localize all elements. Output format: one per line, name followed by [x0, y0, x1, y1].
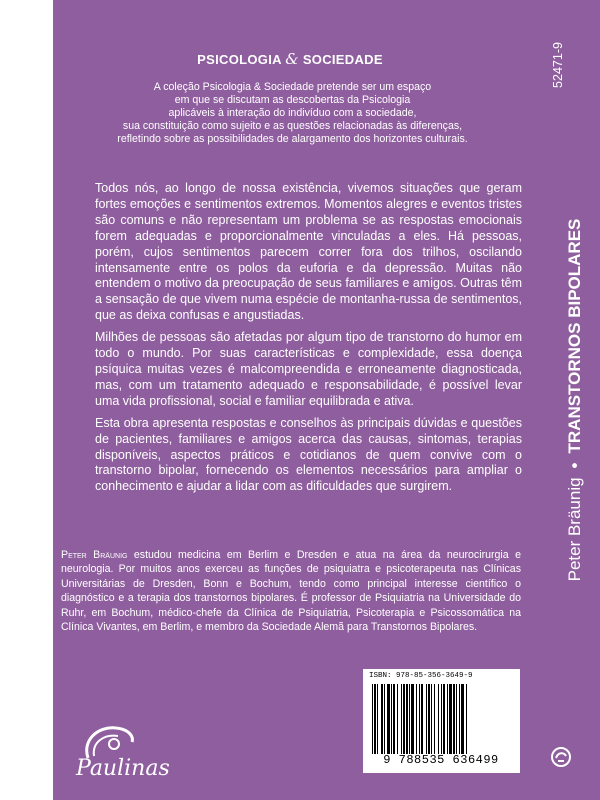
barcode-bar	[409, 684, 410, 754]
synopsis-paragraph: Todos nós, ao longo de nossa existência, vivemos situações que geram fortes emoções e sentimentos extremos. Momentos alegres e eventos tristes são comuns e não representam um problema se as respostas emocionais forem adequadas e proporcionalmente vinculadas a eles. Há pessoas, porém, cujos sentimentos parecem correr fora dos trilhos, oscilando intensamente entre os polos da euforia e da depressão. Muitas não entendem o motivo da preocupação de seus familiares e amigos. Outras têm a sensação de que vivem numa espécie de montanha-russa de sentimentos, que as deixa confusas e angustiadas.	[95, 181, 522, 323]
barcode-bar	[426, 684, 427, 754]
barcode-bar	[428, 684, 430, 754]
publisher-logo	[68, 720, 170, 790]
barcode-bar	[374, 684, 376, 754]
barcode-bar	[419, 684, 420, 754]
barcode-bar	[406, 684, 408, 754]
barcode-bar	[434, 684, 435, 754]
series-ampersand: &	[285, 50, 299, 68]
barcode-bar	[466, 684, 467, 754]
series-description-line: em que se discutam as descobertas da Psicologia	[174, 94, 411, 107]
barcode-bar	[391, 684, 392, 754]
barcode-bar	[453, 684, 455, 754]
barcode-bar	[456, 684, 457, 754]
series-title	[175, 50, 405, 68]
barcode-bar	[411, 684, 414, 754]
barcode-bar	[441, 684, 442, 754]
barcode-bar	[372, 684, 373, 754]
spine-separator: •	[565, 462, 584, 469]
barcode-bar	[416, 684, 417, 754]
series-title-part1: PSICOLOGIA	[197, 52, 282, 67]
barcode-bar	[447, 684, 448, 754]
barcode-bar	[384, 684, 385, 754]
barcode-number: 9 788535 636499	[383, 753, 499, 767]
series-description-line: aplicáveis à interação do indivíduo com a sociedade,	[168, 107, 417, 120]
publisher-name: Paulinas	[76, 756, 170, 781]
barcode-bar	[461, 684, 464, 754]
series-description-line: refletindo sobre as possibilidades de alargamento dos horizontes culturais.	[117, 133, 468, 146]
barcode-bar	[459, 684, 460, 754]
spine-book-title: TRANSTORNOS BIPOLARES	[565, 218, 584, 454]
synopsis-paragraph: Esta obra apresenta respostas e conselhos às principais dúvidas e questões de pacientes, familiares e amigos acerca das causas, sintomas, terapias disponíveis, aspectos práticos e cotidianos de quem convive com o transtorno bipolar, fornecendo os elementos necessários para ampliar o conhecimento e ajudar a lidar com as dificuldades que surgirem.	[95, 415, 522, 494]
author-bio-text: estudou medicina em Berlim e Dresden e atua na área da neurocirurgia e neurologia. Por muitos anos exerceu as funções de psiquiatra e psicoterapeuta nas Clínicas Universitárias de Dresden, Bonn e Bochum, tendo como principal interesse científico o diagnóstico e a terapia dos transtornos bipolares. É professor de Psiquiatria na Universidade do Ruhr, em Bochum, médico-chefe da Clínica de Psiquiatria, Psicoterapia e Psicossomática na Clínica Vivantes, em Berlim, e membro da Sociedade Alemã para Transtornos Bipolares.	[61, 549, 521, 634]
isbn-label: ISBN: 978-85-356-3649-9	[369, 672, 473, 680]
barcode-bar	[438, 684, 439, 754]
barcode-bar	[403, 684, 405, 754]
barcode-bar	[421, 684, 423, 754]
barcode-bar	[431, 684, 432, 754]
spine-title	[565, 219, 585, 582]
series-description-line: A coleção Psicologia & Sociedade pretende ser um espaço	[153, 81, 432, 93]
barcode-bar	[381, 684, 383, 754]
series-description-line: sua constituição como sujeito e as questões relacionadas às diferenças,	[122, 120, 463, 133]
small-publisher-icon	[549, 745, 573, 769]
series-description	[95, 81, 490, 146]
author-bio-name: Peter Bräunig	[61, 549, 128, 561]
catalog-code: 52471-9	[551, 42, 565, 88]
barcode-bar	[397, 684, 398, 754]
series-title-part2: SOCIEDADE	[302, 52, 383, 67]
author-bio	[61, 548, 521, 634]
barcode-bar	[393, 684, 395, 754]
barcode-bar	[387, 684, 390, 754]
barcode-bar	[449, 684, 452, 754]
synopsis	[95, 181, 522, 501]
back-cover	[53, 0, 600, 800]
barcode	[363, 669, 520, 773]
barcode-bar	[443, 684, 445, 754]
barcode-bars	[371, 684, 512, 754]
synopsis-paragraph: Milhões de pessoas são afetadas por algum tipo de transtorno do humor em todo o mundo. Por suas características e complexidade, essa doença psíquica muitas vezes é malcompreendida e erroneamente diagnosticada, mas, com um tratamento adequado e responsabilidade, é possível levar uma vida profissional, social e familiar equilibrada e ativa.	[95, 330, 522, 408]
spine-author: Peter Bräunig	[565, 477, 584, 582]
barcode-bar	[377, 684, 378, 754]
barcode-bar	[401, 684, 402, 754]
